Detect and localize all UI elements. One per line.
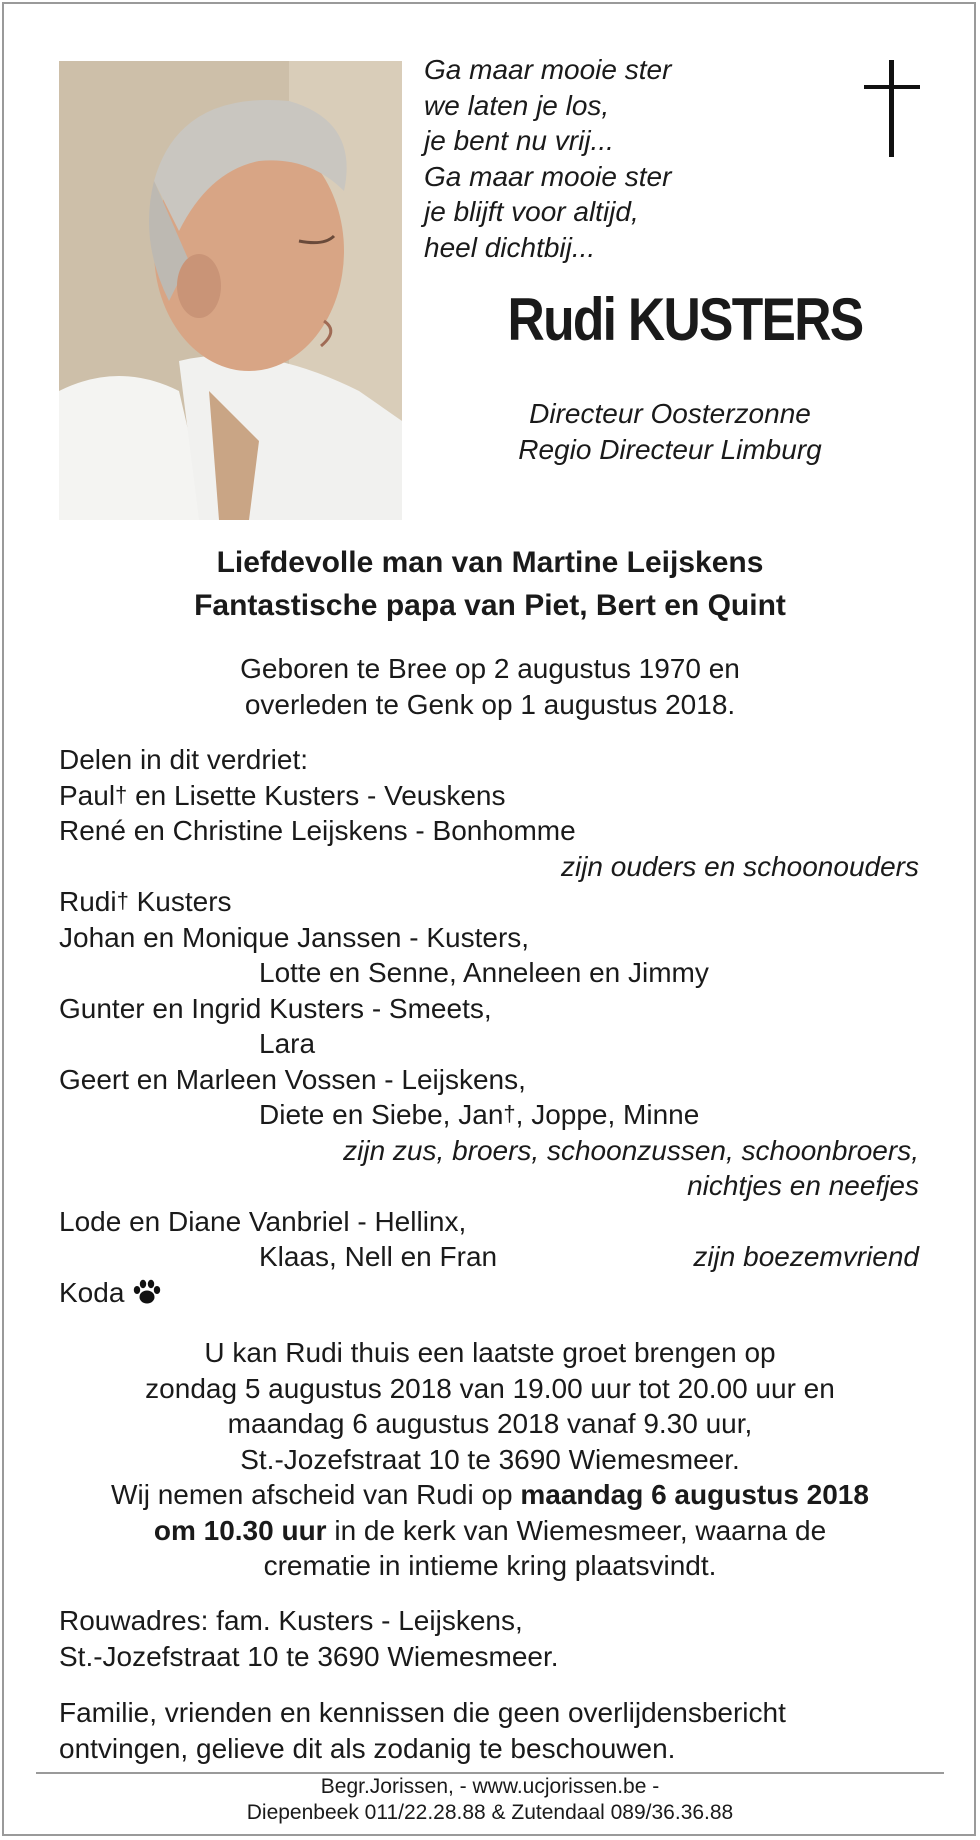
deceased-name: Rudi KUSTERS (507, 286, 863, 353)
address-line: St.-Jozefstraat 10 te 3690 Wiemesmeer. (59, 1640, 559, 1672)
address-line: Rouwadres: fam. Kusters - Leijskens, (59, 1605, 523, 1636)
portrait-photo (59, 61, 402, 520)
notice-line: ontvingen, gelieve dit als zodanig te beschouwen. (59, 1732, 676, 1764)
list-item (59, 1097, 919, 1133)
list-item (59, 1275, 919, 1311)
group-label: zijn boezemvriend (693, 1241, 919, 1272)
footer (0, 1774, 980, 1826)
poem-line: heel dichtbij... (424, 231, 596, 263)
poem-line: je blijft voor altijd, (424, 196, 639, 227)
relation-line: Liefdevolle man van Martine Leijskens (216, 546, 764, 579)
notice-line: Familie, vrienden en kennissen die geen overlijdensbericht (59, 1697, 786, 1728)
footer-line: Diepenbeek 011/22.28.88 & Zutendaal 089/36.36.88 (246, 1801, 734, 1824)
ceremony-line: U kan Rudi thuis een laatste groet brengen op (204, 1337, 776, 1368)
name-rest: en Lisette Kusters - Veuskens (127, 779, 506, 811)
death-line: overleden te Genk op 1 augustus 2018. (244, 688, 736, 720)
list-item: Lotte en Senne, Anneleen en Jimmy (259, 957, 709, 988)
text: Wij nemen afscheid van Rudi op (111, 1479, 521, 1510)
paw-icon (132, 1278, 162, 1306)
name-rest: Kusters (128, 886, 232, 917)
list-item: Johan en Monique Janssen - Kusters, (59, 921, 530, 953)
mourning-address (59, 1603, 939, 1674)
name: Koda (59, 1276, 125, 1308)
relations (0, 541, 980, 627)
poem-line: Ga maar mooie ster (424, 160, 672, 192)
poem-line: Ga maar mooie ster (424, 54, 672, 85)
group-label: nichtjes en neefjes (687, 1170, 919, 1201)
names: Diete en Siebe, Jan (259, 1099, 504, 1130)
date-bold: maandag 6 augustus 2018 (520, 1479, 869, 1510)
poem (424, 52, 671, 265)
dagger-icon: † (116, 888, 129, 913)
group-label: zijn zus, broers, schoonzussen, schoonbroers, (343, 1134, 919, 1166)
list-item: Lode en Diane Vanbriel - Hellinx, (59, 1205, 467, 1237)
mourners-list (59, 742, 919, 1310)
list-item: Gunter en Ingrid Kusters - Smeets, (59, 992, 492, 1024)
text: in de kerk van Wiemesmeer, waarna de (326, 1514, 827, 1546)
ceremony-line (0, 1477, 980, 1513)
notice (59, 1695, 939, 1766)
poem-line: je bent nu vrij... (424, 125, 614, 156)
ceremony-line: zondag 5 augustus 2018 van 19.00 uur tot 20.00 uur en (145, 1372, 835, 1404)
list-item: Geert en Marleen Vossen - Leijskens, (59, 1063, 526, 1095)
list-item (59, 778, 919, 814)
cross-icon (864, 60, 920, 160)
poem-line: we laten je los, (424, 89, 610, 121)
list-item: René en Christine Leijskens - Bonhomme (59, 815, 576, 846)
ceremony-line: maandag 6 augustus 2018 vanaf 9.30 uur, (227, 1408, 753, 1439)
role-line: Directeur Oosterzonne (529, 398, 811, 429)
name: Paul (59, 779, 116, 811)
list-item: Lara (259, 1028, 316, 1059)
group-label: zijn ouders en schoonouders (560, 850, 919, 882)
ceremony-line (0, 1513, 980, 1549)
birth-line: Geboren te Bree op 2 augustus 1970 en (240, 653, 740, 684)
list-item (59, 884, 919, 920)
footer-line: Begr.Jorissen, - www.ucjorissen.be - (320, 1775, 660, 1798)
ceremony-info (0, 1335, 980, 1584)
mourners-intro: Delen in dit verdriet: (59, 744, 309, 775)
names: Klaas, Nell en Fran (259, 1241, 498, 1272)
dagger-icon: † (503, 1101, 516, 1126)
name: Rudi (59, 886, 117, 917)
names-rest: , Joppe, Minne (515, 1099, 700, 1130)
time-bold: om 10.30 uur (153, 1514, 327, 1546)
dagger-icon: † (115, 781, 128, 807)
ceremony-line: St.-Jozefstraat 10 te 3690 Wiemesmeer. (240, 1443, 740, 1475)
deceased-roles (440, 396, 900, 468)
role-line: Regio Directeur Limburg (518, 434, 822, 465)
relation-line: Fantastische papa van Piet, Bert en Quint (194, 589, 786, 622)
ceremony-line: crematie in intieme kring plaatsvindt. (263, 1550, 717, 1581)
birth-death (0, 651, 980, 722)
list-item (59, 1239, 919, 1275)
